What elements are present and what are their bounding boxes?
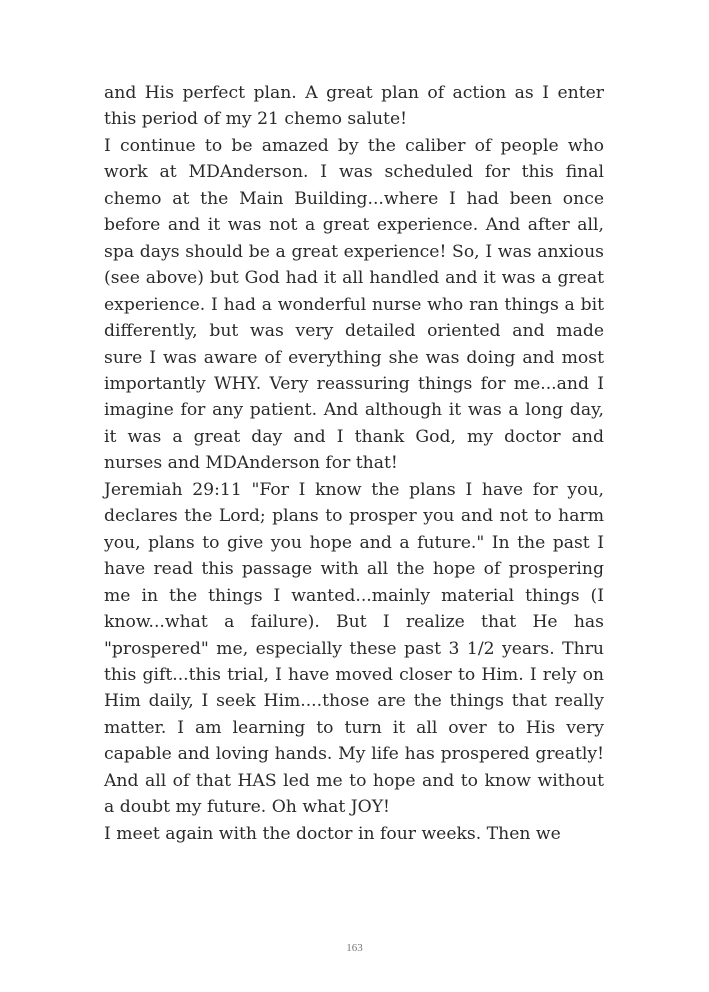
paragraph-continuation: and His perfect plan. A great plan of action as I enter this period of my 21 chemo salute! <box>104 83 604 130</box>
page-number: 163 <box>346 942 363 954</box>
paragraph-jeremiah: Jeremiah 29:11 "For I know the plans I have for you, declares the Lord; plans to prosper you and not to harm you, plans to give you hope and a future." In the past I have read this passage with all the hope of prospering me in the things I wanted...mainly material things (I know...what a failure). But I realize that He has "prospered" me, especially these past 3 1/2 years. Thru this gift...this trial, I have moved closer to Him. I rely on Him daily, I seek Him....those are the things that really matter. I am learning to turn it all over to His very capable and loving hands. My life has prospered greatly! And all of that HAS led me to hope and to know without a doubt my future. Oh what JOY! <box>104 479 604 818</box>
body-text <box>104 80 604 847</box>
paragraph-mdanderson: I continue to be amazed by the caliber of people who work at MDAnderson. I was scheduled for this final chemo at the Main Building...where I had been once before and it was not a great experience. And after all, spa days should be a great experience! So, I was anxious (see above) but God had it all handled and it was a great experience. I had a wonderful nurse who ran things a bit differently, but was very detailed oriented and made sure I was aware of everything she was doing and most importantly WHY. Very reassuring things for me...and I imagine for any patient. And although it was a long day, it was a great day and I thank God, my doctor and nurses and MDAnderson for that! <box>104 135 604 474</box>
paragraph-doctor-meeting: I meet again with the doctor in four weeks. Then we <box>104 823 561 844</box>
